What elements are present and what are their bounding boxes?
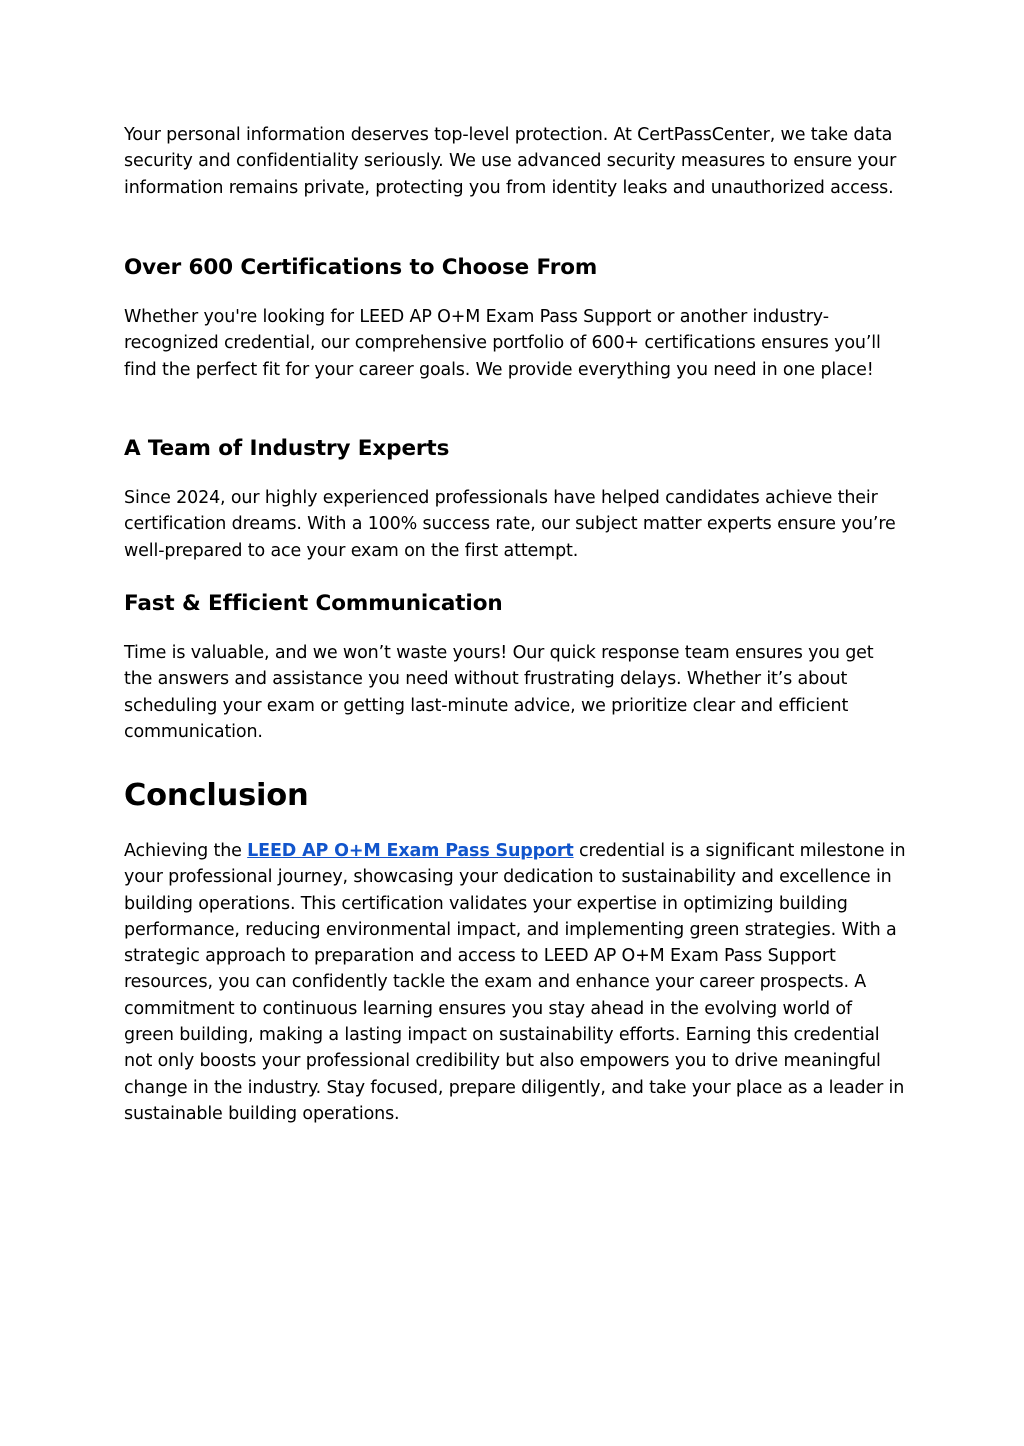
conclusion-heading: Conclusion [124, 778, 309, 813]
conclusion-paragraph [124, 838, 906, 1127]
privacy-paragraph: Your personal information deserves top-level protection. At CertPassCenter, we take data security and confidentiality seriously. We use advanced security measures to ensure your information remains private, protecting you from identity leaks and unauthorized access. [124, 125, 897, 198]
leed-exam-support-link[interactable]: LEED AP O+M Exam Pass Support [247, 841, 574, 861]
communication-heading: Fast & Efficient Communication [124, 591, 503, 616]
conclusion-intro-text: Achieving the [124, 841, 248, 861]
team-paragraph: Since 2024, our highly experienced professionals have helped candidates achieve their certification dreams. With a 100% success rate, our subject matter experts ensure you’re well-prepared to ace your exam on the first attempt. [124, 488, 896, 561]
team-heading: A Team of Industry Experts [124, 436, 450, 461]
certifications-heading: Over 600 Certifications to Choose From [124, 255, 598, 280]
certifications-paragraph: Whether you're looking for LEED AP O+M Exam Pass Support or another industry-recognized credential, our comprehensive portfolio of 600+ certifications ensures you’ll find the perfect fit for your career goals. We provide everything you need in one place! [124, 307, 881, 380]
conclusion-body-text: credential is a significant milestone in your professional journey, showcasing your dedication to sustainability and excellence in building operations. This certification validates your expertise in optimizing building performance, reducing environmental impact, and implementing green strategies. With a strategic approach to preparation and access to LEED AP O+M Exam Pass Support resources, you can confidently tackle the exam and enhance your career prospects. A commitment to continuous learning ensures you stay ahead in the evolving world of green building, making a lasting impact on sustainability efforts. Earning this credential not only boosts your professional credibility but also empowers you to drive meaningful change in the industry. Stay focused, prepare diligently, and take your place as a leader in sustainable building operations. [124, 841, 906, 1124]
communication-paragraph: Time is valuable, and we won’t waste yours! Our quick response team ensures you get the answers and assistance you need without frustrating delays. Whether it’s about scheduling your exam or getting last-minute advice, we prioritize clear and efficient communication. [124, 643, 874, 742]
